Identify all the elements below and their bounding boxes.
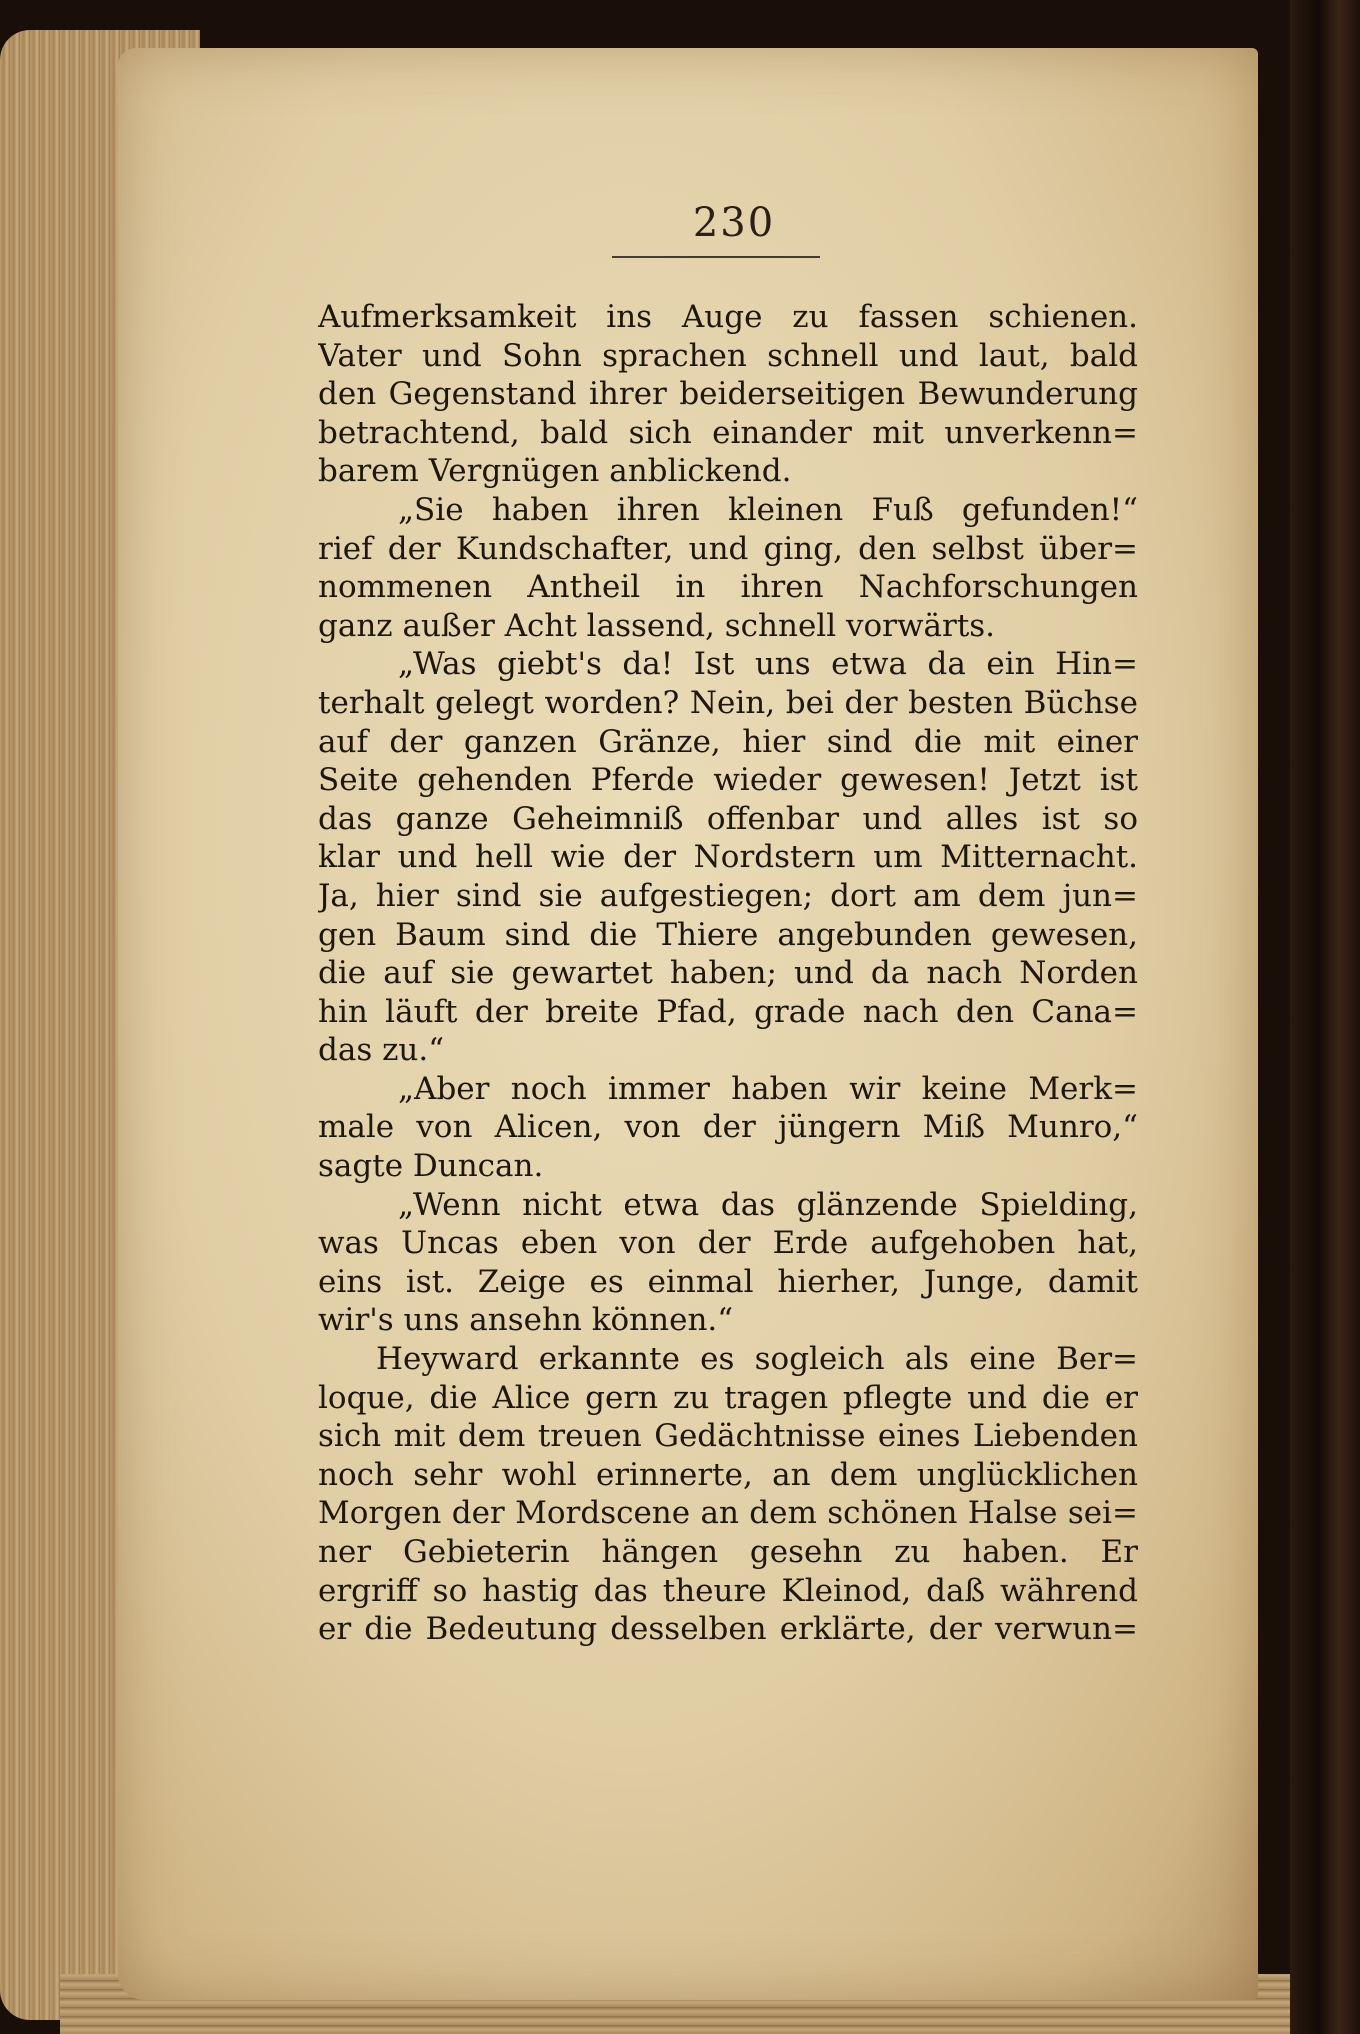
text-line: „Aber noch immer haben wir keine Merk= [398, 1070, 1138, 1107]
text-line: barem Vergnügen anblickend. [318, 453, 792, 490]
text-line: „Wenn nicht etwa das glänzende Spielding, [398, 1186, 1138, 1223]
text-line: gen Baum sind die Thiere angebunden gewesen, [318, 916, 1138, 953]
text-line: ganz außer Acht lassend, schnell vorwärts. [318, 607, 996, 644]
body-text [318, 298, 1138, 1649]
text-line: das zu.“ [318, 1032, 445, 1069]
text-line: Seite gehenden Pferde wieder gewesen! Jetzt ist [318, 762, 1138, 799]
text-line: rief der Kundschafter, und ging, den selbst über= [318, 530, 1138, 567]
text-line: ner Gebieterin hängen gesehn zu haben. Er [318, 1534, 1138, 1570]
text-line: sagte Duncan. [318, 1148, 544, 1185]
text-line: was Uncas eben von der Erde aufgehoben hat, [318, 1225, 1138, 1262]
text-line: wir's uns ansehn können.“ [318, 1302, 734, 1339]
text-line: terhalt gelegt worden? Nein, bei der besten Büchse [318, 684, 1138, 721]
header-rule [612, 256, 820, 258]
text-line: Heyward erkannte es sogleich als eine Ber= [376, 1341, 1138, 1378]
text-line: auf der ganzen Gränze, hier sind die mit einer [318, 723, 1138, 760]
text-line: ergriff so hastig das theure Kleinod, daß während [318, 1572, 1138, 1609]
text-line: Ja, hier sind sie aufgestiegen; dort am dem jun= [318, 877, 1138, 914]
text-line: hin läuft der breite Pfad, grade nach den Cana= [318, 993, 1138, 1030]
text-line: Vater und Sohn sprachen schnell und laut, bald [318, 337, 1138, 374]
text-line: den Gegenstand ihrer beiderseitigen Bewunderung [318, 376, 1138, 413]
text-line: sich mit dem treuen Gedächtnisse eines Liebenden [318, 1418, 1138, 1455]
text-line: noch sehr wohl erinnerte, an dem unglücklichen [318, 1456, 1138, 1493]
text-line: „Was giebt's da! Ist uns etwa da ein Hin= [398, 646, 1138, 683]
text-line: er die Bedeutung desselben erklärte, der verwun= [318, 1611, 1138, 1648]
text-line: klar und hell wie der Nordstern um Mitternacht. [318, 839, 1138, 876]
text-line: eins ist. Zeige es einmal hierher, Junge, damit [318, 1263, 1138, 1300]
text-line: Aufmerksamkeit ins Auge zu fassen schienen. [318, 299, 1138, 335]
book-spine [1290, 0, 1360, 2034]
text-line: betrachtend, bald sich einander mit unverkenn= [318, 414, 1138, 451]
text-line: nommenen Antheil in ihren Nachforschungen [318, 569, 1138, 606]
text-line: das ganze Geheimniß offenbar und alles ist so [318, 800, 1138, 837]
text-line: „Sie haben ihren kleinen Fuß gefunden!“ [398, 491, 1138, 528]
text-line: loque, die Alice gern zu tragen pflegte und die er [318, 1379, 1138, 1416]
page-number: 230 [692, 200, 776, 246]
page-number-container [54, 200, 1360, 246]
text-line: male von Alicen, von der jüngern Miß Munro,“ [318, 1109, 1138, 1146]
text-line: die auf sie gewartet haben; und da nach Norden [318, 955, 1138, 992]
text-line: Morgen der Mordscene an dem schönen Halse sei= [318, 1495, 1138, 1532]
